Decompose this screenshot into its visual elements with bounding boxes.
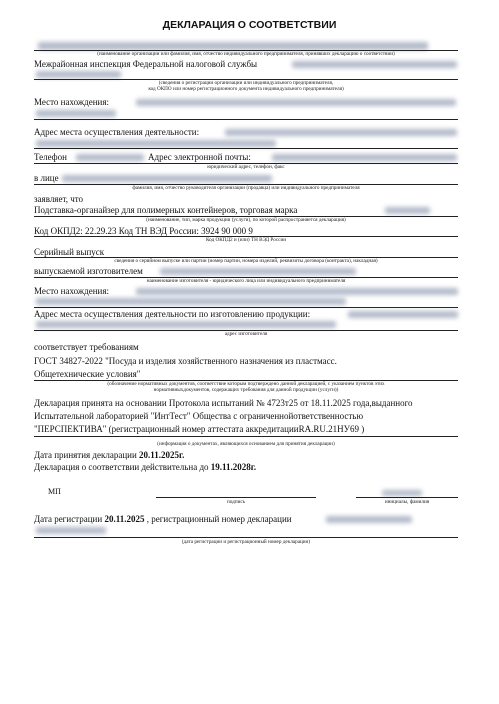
redacted-manufacturer-activity bbox=[348, 311, 458, 318]
stamp-place: МП bbox=[48, 487, 61, 496]
caption-basis: (информация о документах, являющихся основанием для принятия декларации) bbox=[157, 441, 335, 447]
rule-reg bbox=[34, 537, 458, 538]
accept-date-label: Дата принятия декларации bbox=[34, 450, 137, 460]
location-label: Место нахождения: bbox=[34, 97, 109, 107]
redacted-manufacturer-location bbox=[136, 288, 458, 295]
reg-date-label: Дата регистрации bbox=[34, 514, 103, 524]
caption-codes: Код ОКПД2 и (или) ТН ВЭД России bbox=[205, 237, 287, 243]
rule-initials bbox=[356, 497, 458, 498]
product-name: Подставка-органайзер для полимерных контейнеров, торговая марка bbox=[34, 205, 298, 215]
redacted-phone bbox=[76, 154, 144, 161]
caption-manufacturer-address: адрес изготовителя bbox=[224, 331, 268, 337]
redacted-email bbox=[272, 154, 457, 161]
redacted-brand bbox=[385, 207, 430, 214]
redacted-applicant bbox=[38, 42, 428, 50]
redacted-registration bbox=[292, 61, 457, 68]
caption-standards-2: нормативныхдокументов, содержащих требования для данной продукции (услуги)) bbox=[153, 387, 339, 393]
rule-signature bbox=[156, 497, 316, 498]
caption-reg: (дата регистрации и регистрационный номер декларации) bbox=[181, 539, 311, 545]
accept-date: 20.11.2025г. bbox=[139, 450, 185, 460]
document-title: ДЕКЛАРАЦИЯ О СООТВЕТСТВИИ bbox=[162, 19, 337, 31]
compliance-label: соответствует требованиям bbox=[34, 342, 139, 352]
valid-until-line bbox=[34, 462, 256, 472]
caption-signature: подпись bbox=[226, 499, 246, 505]
registered-by: Межрайонная инспекция Федеральной налоговой службы bbox=[34, 59, 258, 69]
product-codes: Код ОКПД2: 22.29.23 Код ТН ВЭД России: 3924 90 000 9 bbox=[34, 226, 253, 236]
reg-line bbox=[34, 514, 292, 524]
valid-until-label: Декларация о соответствии действительна до bbox=[34, 462, 209, 472]
rule-location bbox=[34, 119, 458, 120]
basis-line-1: Декларация принята на основании Протокола испытаний № 4723т25 от 18.11.2025 года,выданного bbox=[34, 398, 413, 408]
redacted-activity-address-2 bbox=[36, 140, 276, 147]
valid-until: 19.11.2028г. bbox=[210, 462, 257, 472]
caption-registration: (сведения о регистрации организации или индивидуального предпринимателя, bbox=[158, 80, 334, 86]
redacted-reg-number bbox=[326, 516, 412, 523]
redacted-initials bbox=[382, 490, 422, 496]
activity-address-label: Адрес места осуществления деятельности: bbox=[34, 127, 200, 137]
rule-activity-address bbox=[34, 148, 458, 149]
caption-initials: инициалы, фамилия bbox=[384, 499, 430, 505]
caption-manufacturer-name: наименование изготовителя - юридического лица или индивидуального предпринимателя bbox=[146, 278, 346, 284]
reg-number-label: , регистрационный номер декларации bbox=[146, 514, 292, 524]
email-label: Адрес электронной почты: bbox=[148, 152, 251, 162]
declares-label: заявляет, что bbox=[34, 194, 84, 204]
basis-line-2: Испытательной лабораторией "ИнтТест" Общества с ограниченнойответственностью bbox=[34, 411, 364, 421]
caption-standards-1: (обозначение нормативных документов, соответствие которым подтверждено данной декларацией, с указанием пунктов этих bbox=[107, 381, 385, 387]
serial-release: Серийный выпуск bbox=[34, 247, 105, 257]
standard-line-2: Общетехнические условия" bbox=[34, 369, 141, 379]
redacted-location bbox=[136, 99, 456, 106]
caption-applicant: (наименование организации или фамилия, имя, отчество индивидуального предпринимателя, принявших декларацию о соответствии) bbox=[97, 51, 395, 57]
redacted-activity-address bbox=[225, 129, 457, 136]
redacted-manufacturer bbox=[160, 268, 356, 275]
phone-label: Телефон bbox=[34, 152, 67, 162]
basis-line-3: "ПЕРСПЕКТИВА" (регистрационный номер аттестата аккредитацииRA.RU.21НУ69 ) bbox=[34, 424, 365, 434]
manufacturer-location-label: Место нахождения: bbox=[34, 286, 109, 296]
in-person-label: в лице bbox=[34, 173, 59, 183]
redacted-location-2 bbox=[36, 110, 116, 117]
accept-date-line bbox=[34, 450, 184, 460]
manufactured-by: выпускаемой изготовителем bbox=[34, 266, 143, 276]
manufacturer-activity-label: Адрес места осуществления деятельности по изготовлению продукции: bbox=[34, 309, 311, 319]
rule-manufacturer-location bbox=[34, 307, 458, 308]
redacted-manufacturer-location-2 bbox=[36, 298, 346, 305]
caption-okpo: код ОКПО или номер регистрационного документа индивидуального предпринимателя) bbox=[148, 86, 344, 92]
redacted-reg-number-2 bbox=[36, 527, 106, 534]
redacted-person bbox=[62, 175, 272, 182]
redacted-manufacturer-activity-2 bbox=[36, 321, 336, 328]
standard-line-1: ГОСТ 34827-2022 "Посуда и изделия хозяйственного назначения из пластмасс. bbox=[34, 356, 337, 366]
rule-basis bbox=[34, 436, 458, 437]
caption-product-name: (наименование, тип, марка продукции (услуги), по которой распространяется декларация) bbox=[146, 217, 346, 223]
caption-person: фамилия, имя, отчество руководителя организации (продавца) или индивидуального предпринимателя bbox=[132, 185, 360, 191]
caption-serial: сведения о серийном выпуске или партии (номер партии, номера изделий, реквизиты договора (контракта), накладная) bbox=[114, 258, 378, 264]
redacted-registration-2 bbox=[36, 71, 121, 78]
caption-legal-address: юридический адрес, телефон, факс bbox=[207, 164, 285, 170]
reg-date: 20.11.2025 bbox=[104, 514, 145, 524]
